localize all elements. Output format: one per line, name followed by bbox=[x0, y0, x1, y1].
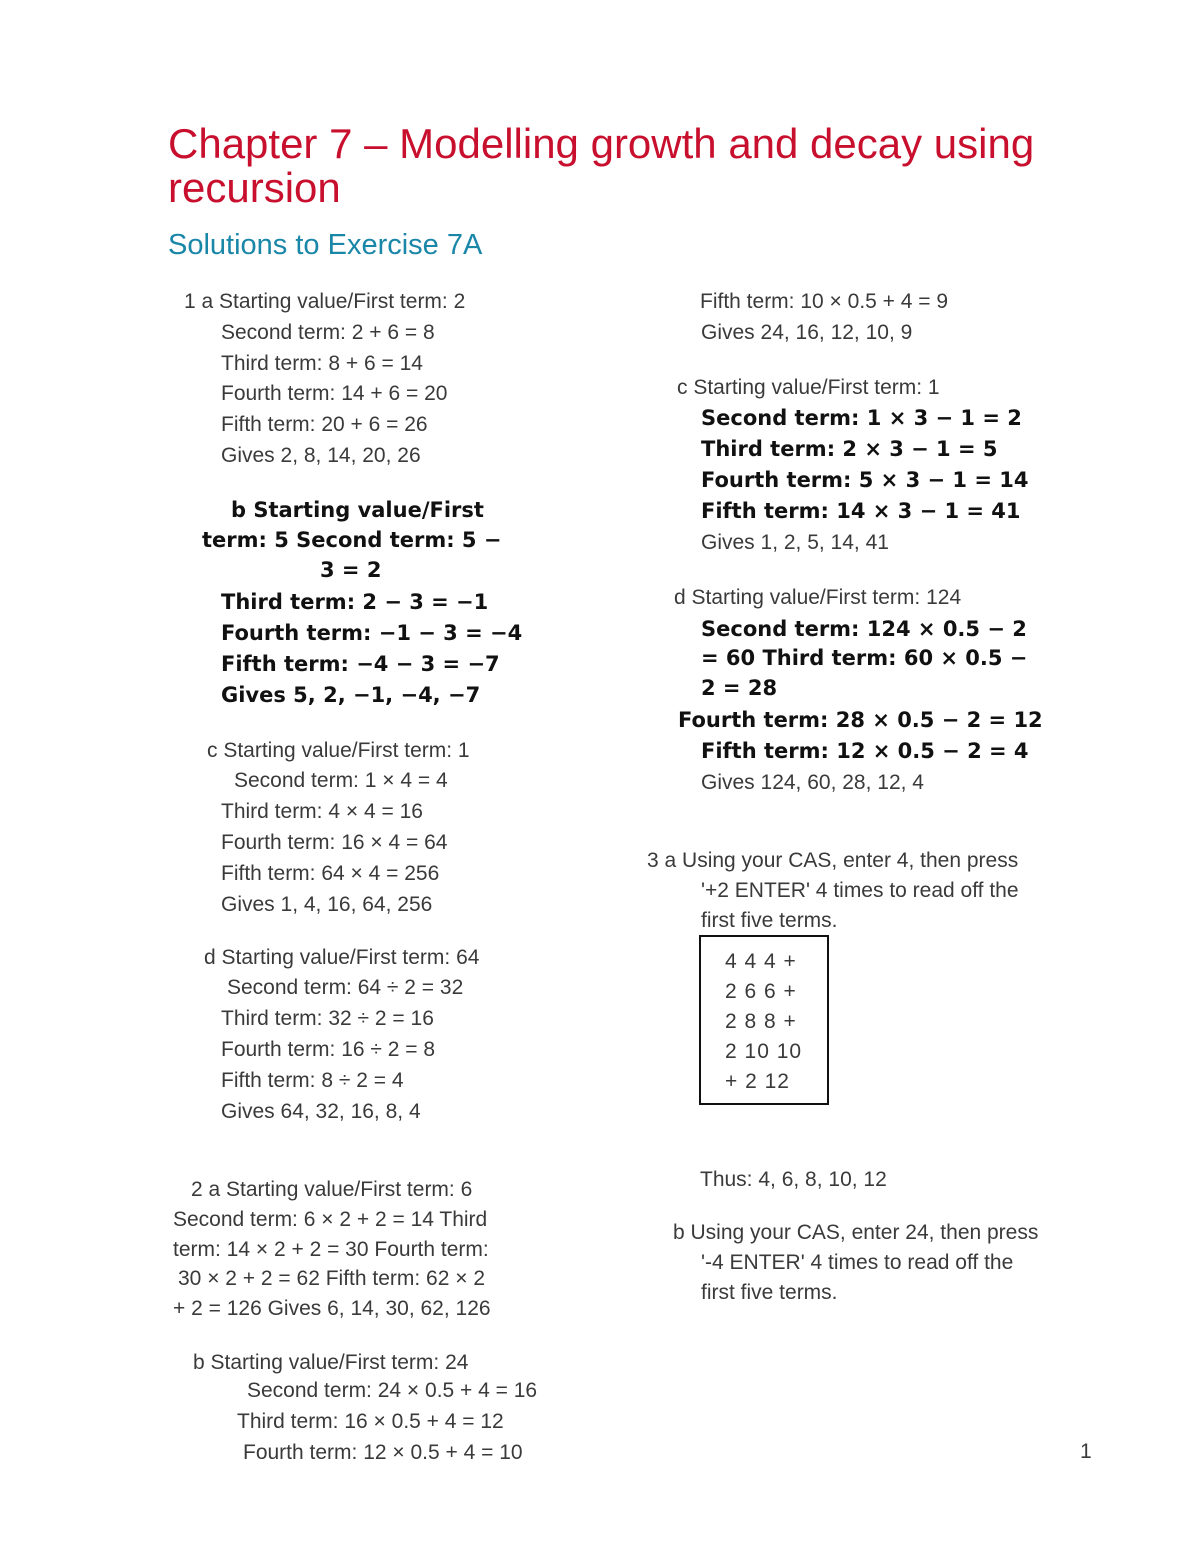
solution-line: first five terms. bbox=[701, 1281, 838, 1304]
solution-line: Fourth term: 5 × 3 − 1 = 14 bbox=[701, 468, 1029, 492]
solution-line: d Starting value/First term: 64 bbox=[204, 946, 480, 969]
solution-line: b Using your CAS, enter 24, then press bbox=[673, 1221, 1039, 1244]
exercise-subtitle: Solutions to Exercise 7A bbox=[168, 229, 483, 261]
solution-line: Second term: 64 ÷ 2 = 32 bbox=[227, 976, 464, 999]
solution-line: c Starting value/First term: 1 bbox=[677, 376, 940, 399]
solution-line: Fourth term: 14 + 6 = 20 bbox=[221, 382, 448, 405]
solution-line: Fifth term: 12 × 0.5 − 2 = 4 bbox=[701, 739, 1029, 763]
solution-line: Gives 124, 60, 28, 12, 4 bbox=[701, 771, 924, 794]
solution-line: Second term: 24 × 0.5 + 4 = 16 bbox=[247, 1379, 538, 1402]
solution-line: d Starting value/First term: 124 bbox=[674, 586, 962, 609]
solution-line: Third term: 16 × 0.5 + 4 = 12 bbox=[237, 1410, 504, 1433]
solution-line: Gives 2, 8, 14, 20, 26 bbox=[221, 444, 421, 467]
solution-line: Fifth term: −4 − 3 = −7 bbox=[221, 652, 500, 676]
cas-row: + 2 12 bbox=[725, 1070, 790, 1093]
solution-line: Third term: 32 ÷ 2 = 16 bbox=[221, 1007, 434, 1030]
solution-line: Fifth term: 10 × 0.5 + 4 = 9 bbox=[700, 290, 949, 313]
solution-line: b Starting value/First bbox=[231, 498, 484, 522]
solution-line: 1 a Starting value/First term: 2 bbox=[184, 290, 466, 313]
cas-row: 2 6 6 + bbox=[725, 980, 797, 1003]
solution-line: Second term: 1 × 4 = 4 bbox=[234, 769, 448, 792]
solution-line: 2 = 28 bbox=[701, 676, 778, 700]
solution-line: 2 a Starting value/First term: 6 bbox=[191, 1178, 473, 1201]
cas-result: Thus: 4, 6, 8, 10, 12 bbox=[700, 1168, 887, 1191]
solution-line: Second term: 2 + 6 = 8 bbox=[221, 321, 435, 344]
solution-line: Gives 5, 2, −1, −4, −7 bbox=[221, 683, 481, 707]
solution-line: '+2 ENTER' 4 times to read off the bbox=[701, 879, 1019, 902]
solution-line: Second term: 6 × 2 + 2 = 14 Third bbox=[173, 1208, 488, 1231]
solution-line: c Starting value/First term: 1 bbox=[207, 739, 470, 762]
solution-line: Fourth term: −1 − 3 = −4 bbox=[221, 621, 523, 645]
solution-line: '-4 ENTER' 4 times to read off the bbox=[701, 1251, 1014, 1274]
solution-line: Gives 24, 16, 12, 10, 9 bbox=[701, 321, 913, 344]
solution-line: + 2 = 126 Gives 6, 14, 30, 62, 126 bbox=[173, 1297, 491, 1320]
solution-line: Third term: 4 × 4 = 16 bbox=[221, 800, 423, 823]
solution-line: Gives 64, 32, 16, 8, 4 bbox=[221, 1100, 421, 1123]
solution-line: Fourth term: 28 × 0.5 − 2 = 12 bbox=[678, 708, 1043, 732]
page-number: 1 bbox=[1080, 1440, 1092, 1463]
solution-line: Third term: 2 − 3 = −1 bbox=[221, 590, 489, 614]
solution-line: Fifth term: 64 × 4 = 256 bbox=[221, 862, 440, 885]
solution-line: first five terms. bbox=[701, 909, 838, 932]
solution-line: Second term: 1 × 3 − 1 = 2 bbox=[701, 406, 1022, 430]
solution-line: Fourth term: 16 × 4 = 64 bbox=[221, 831, 448, 854]
solution-line: Gives 1, 4, 16, 64, 256 bbox=[221, 893, 433, 916]
chapter-title: Chapter 7 – Modelling growth and decay using recursion bbox=[168, 120, 1035, 211]
solution-line: Fifth term: 14 × 3 − 1 = 41 bbox=[701, 499, 1021, 523]
solution-line: = 60 Third term: 60 × 0.5 − bbox=[701, 646, 1028, 670]
solution-line: 30 × 2 + 2 = 62 Fifth term: 62 × 2 bbox=[178, 1267, 486, 1290]
solution-line: Third term: 2 × 3 − 1 = 5 bbox=[701, 437, 998, 461]
solution-line: Second term: 124 × 0.5 − 2 bbox=[701, 617, 1027, 641]
solution-line: 3 = 2 bbox=[320, 558, 382, 582]
solution-line: term: 14 × 2 + 2 = 30 Fourth term: bbox=[173, 1238, 489, 1261]
solution-line: Fourth term: 12 × 0.5 + 4 = 10 bbox=[243, 1441, 523, 1464]
cas-row: 2 10 10 bbox=[725, 1040, 803, 1063]
solution-line: b Starting value/First term: 24 bbox=[193, 1351, 469, 1374]
solution-line: term: 5 Second term: 5 − bbox=[202, 528, 502, 552]
solution-line: Fourth term: 16 ÷ 2 = 8 bbox=[221, 1038, 436, 1061]
solution-line: Third term: 8 + 6 = 14 bbox=[221, 352, 423, 375]
solution-line: Fifth term: 20 + 6 = 26 bbox=[221, 413, 428, 436]
solution-line: Gives 1, 2, 5, 14, 41 bbox=[701, 531, 889, 554]
cas-screen-box bbox=[699, 935, 829, 1105]
cas-row: 4 4 4 + bbox=[725, 950, 797, 973]
cas-row: 2 8 8 + bbox=[725, 1010, 797, 1033]
solution-line: 3 a Using your CAS, enter 4, then press bbox=[647, 849, 1019, 872]
solution-line: Fifth term: 8 ÷ 2 = 4 bbox=[221, 1069, 404, 1092]
